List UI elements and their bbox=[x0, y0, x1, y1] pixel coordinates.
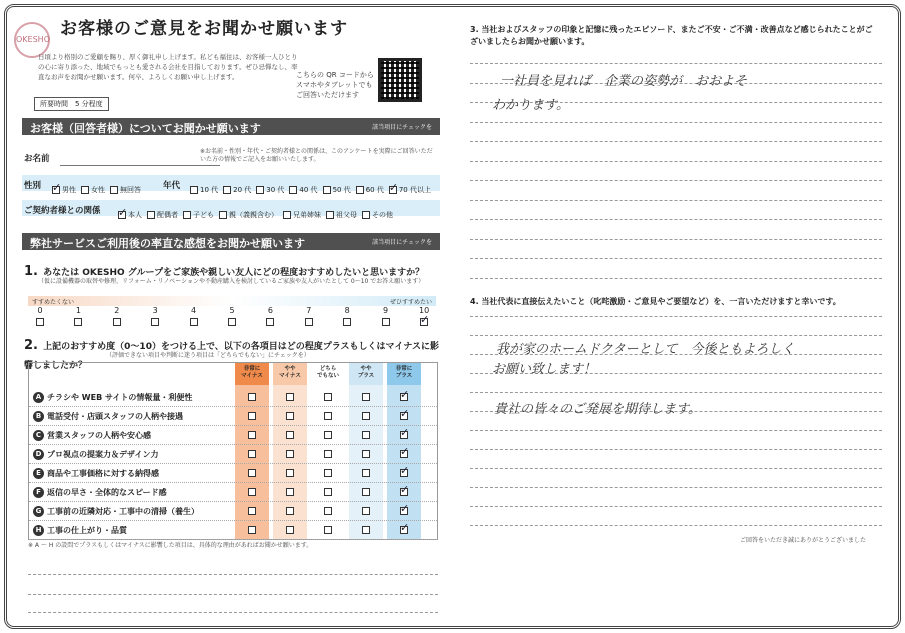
age-checkbox[interactable] bbox=[389, 186, 397, 194]
q3-answer-line1[interactable]: 一社員を見れば 企業の姿勢が おおよそ bbox=[500, 74, 748, 89]
age-checkbox[interactable] bbox=[256, 186, 264, 194]
relation-checkbox[interactable] bbox=[362, 211, 370, 219]
q1-score-checkbox[interactable] bbox=[343, 318, 351, 326]
gender-option-label: 無回答 bbox=[120, 186, 141, 194]
customer-section-header bbox=[22, 118, 440, 135]
q2-rating-checkbox[interactable] bbox=[362, 488, 370, 496]
q2-rating-checkbox[interactable] bbox=[248, 450, 256, 458]
q1-low-label: すすめたくない bbox=[32, 299, 75, 306]
q1-score-label: 4 bbox=[191, 306, 197, 315]
gender-option[interactable] bbox=[81, 185, 105, 195]
age-checkbox[interactable] bbox=[356, 186, 364, 194]
qr-caption: こちらの QR コードからスマホやタブレットでもご回答いただけます bbox=[296, 71, 374, 99]
q2-rating-checkbox[interactable] bbox=[248, 526, 256, 534]
q2-row-letter-icon: G bbox=[33, 506, 44, 517]
q2-rating-checkbox[interactable] bbox=[324, 526, 332, 534]
gender-label: 性別 bbox=[24, 181, 42, 191]
q2-footnote: ※ A 〜 H の設問でプラスもしくはマイナスに影響した項目は、具体的な理由があればお聞かせ願います。 bbox=[28, 542, 313, 549]
relation-option[interactable] bbox=[362, 210, 393, 220]
q2-row-label: 返信の早さ・全体的なスピード感 bbox=[47, 488, 167, 497]
q2-rating-checkbox[interactable] bbox=[248, 412, 256, 420]
q2-row-label: 商品や工事価格に対する納得感 bbox=[47, 469, 159, 478]
age-option-label: 10 代 bbox=[200, 186, 219, 194]
q2-rating-checkbox[interactable] bbox=[400, 526, 408, 534]
answer-line[interactable] bbox=[470, 525, 882, 526]
q3-heading bbox=[470, 24, 880, 48]
q2-rating-checkbox[interactable] bbox=[248, 507, 256, 515]
q2-row-letter-icon: A bbox=[33, 392, 44, 403]
q2-rating-checkbox[interactable] bbox=[362, 507, 370, 515]
q2-number: 2. bbox=[24, 338, 38, 353]
time-required-badge: 所要時間 5 分程度 bbox=[34, 97, 109, 111]
q2-column-header: やや マイナス bbox=[273, 363, 307, 385]
relation-option-label: 親（義親含む） bbox=[229, 211, 278, 219]
q1-score-checkbox[interactable] bbox=[74, 318, 82, 326]
gender-options bbox=[52, 179, 146, 198]
intro-text: 日頃より格別のご愛顧を賜り、厚く御礼申し上げます。私ども福住は、お客様一人ひとりの心に寄り添った、地域でもっとも愛される会社を目指しております。ぜひ忌憚なし、率直なお声をお聞かせ願います。何卒、よろしくお願い申し上げます。 bbox=[38, 53, 298, 81]
answer-line[interactable] bbox=[470, 63, 882, 64]
relation-option-label: 兄弟姉妹 bbox=[293, 211, 321, 219]
reason-line[interactable] bbox=[28, 594, 438, 595]
q2-rating-checkbox[interactable] bbox=[248, 469, 256, 477]
q4-text: 当社代表に直接伝えたいこと（叱咤激励・ご意見やご要望など）を、一言いただけますと幸いです。 bbox=[481, 297, 841, 306]
age-option-label: 30 代 bbox=[266, 186, 285, 194]
q1-score-label: 0 bbox=[37, 306, 43, 315]
q1-score-label: 9 bbox=[383, 306, 389, 315]
q2-column-header: 非常に プラス bbox=[387, 363, 421, 385]
q1-high-label: ぜひすすめたい bbox=[389, 299, 432, 306]
answer-line[interactable] bbox=[470, 200, 882, 201]
q2-row bbox=[29, 445, 437, 464]
service-section-header bbox=[22, 233, 440, 250]
q2-column-header: やや プラス bbox=[349, 363, 383, 385]
name-label: お名前 bbox=[24, 154, 50, 164]
age-checkbox[interactable] bbox=[223, 186, 231, 194]
q2-row bbox=[29, 521, 437, 540]
answer-line[interactable] bbox=[470, 239, 882, 240]
q3-answer-line2[interactable]: わかります。 bbox=[492, 98, 569, 113]
relation-option-label: 配偶者 bbox=[157, 211, 178, 219]
answer-line[interactable] bbox=[470, 258, 882, 259]
age-label: 年代 bbox=[163, 181, 181, 191]
relation-options bbox=[118, 204, 398, 223]
gender-option-label: 女性 bbox=[91, 186, 105, 194]
q2-row bbox=[29, 426, 437, 445]
answer-line[interactable] bbox=[470, 180, 882, 181]
q1-score-checkbox[interactable] bbox=[151, 318, 159, 326]
q2-rating-checkbox[interactable] bbox=[286, 412, 294, 420]
q2-row bbox=[29, 483, 437, 502]
q2-rating-checkbox[interactable] bbox=[362, 431, 370, 439]
age-checkbox[interactable] bbox=[190, 186, 198, 194]
age-option-label: 20 代 bbox=[233, 186, 252, 194]
q1-score-checkbox[interactable] bbox=[266, 318, 274, 326]
q2-row-label: チラシや WEB サイトの情報量・利便性 bbox=[47, 393, 193, 402]
gender-checkbox[interactable] bbox=[52, 186, 60, 194]
q2-note: （評価できない項目や判断に迷う項目は「どちらでもない」にチェックを） bbox=[106, 352, 310, 359]
q4-heading bbox=[470, 296, 880, 308]
relation-checkbox[interactable] bbox=[283, 211, 291, 219]
answer-line[interactable] bbox=[470, 487, 882, 488]
q1-score-checkbox[interactable] bbox=[36, 318, 44, 326]
q2-row-letter-icon: H bbox=[33, 525, 44, 536]
q2-rating-checkbox[interactable] bbox=[286, 488, 294, 496]
answer-line[interactable] bbox=[470, 449, 882, 450]
q2-row bbox=[29, 464, 437, 483]
relation-checkbox[interactable] bbox=[183, 211, 191, 219]
q1-score-checkbox[interactable] bbox=[113, 318, 121, 326]
q2-row-letter-icon: E bbox=[33, 468, 44, 479]
answer-line[interactable] bbox=[470, 278, 882, 279]
age-option[interactable] bbox=[256, 185, 284, 195]
age-options bbox=[190, 179, 436, 198]
q2-row-letter-icon: C bbox=[33, 430, 44, 441]
q4-answer-line3[interactable]: 貴社の皆々のご発展を期待します。 bbox=[494, 402, 701, 417]
age-option[interactable] bbox=[389, 185, 431, 195]
q2-rating-checkbox[interactable] bbox=[362, 469, 370, 477]
q2-text: 上記のおすすめ度（0〜10）をつける上で、以下の各項目はどの程度プラスもしくはマイナスに影響しましたか？ bbox=[24, 342, 439, 371]
q1-note: （仮に設備機器の取替や修理、リフォーム・リノベーションや不動産購入を検討しているご家族や友人がいたとして 0〜10 でお答え願います） bbox=[38, 278, 425, 285]
q2-rating-checkbox[interactable] bbox=[286, 393, 294, 401]
q1-score-label: 8 bbox=[344, 306, 350, 315]
page-title: お客様のご意見をお聞かせ願います bbox=[60, 19, 348, 39]
relation-option[interactable] bbox=[219, 210, 278, 220]
q2-rating-checkbox[interactable] bbox=[400, 412, 408, 420]
q2-matrix bbox=[28, 362, 438, 540]
answer-line[interactable] bbox=[470, 392, 882, 393]
age-option-label: 60 代 bbox=[365, 186, 384, 194]
q2-rating-checkbox[interactable] bbox=[324, 393, 332, 401]
q2-row-label: プロ視点の提案力＆デザイン力 bbox=[47, 450, 159, 459]
q2-rating-checkbox[interactable] bbox=[286, 450, 294, 458]
q2-row-letter-icon: F bbox=[33, 487, 44, 498]
q1-number: 1. bbox=[24, 264, 38, 279]
q1-score-checkbox[interactable] bbox=[190, 318, 198, 326]
q1-score-label: 2 bbox=[114, 306, 120, 315]
thanks-text: ご回答をいただき誠にありがとうございました bbox=[740, 537, 867, 544]
q2-row bbox=[29, 407, 437, 426]
q2-rating-checkbox[interactable] bbox=[248, 431, 256, 439]
answer-line[interactable] bbox=[470, 141, 882, 142]
relation-checkbox[interactable] bbox=[118, 211, 126, 219]
q2-rating-checkbox[interactable] bbox=[286, 469, 294, 477]
q4-answer-line2[interactable]: お願い致します！ bbox=[492, 362, 597, 377]
q2-rating-checkbox[interactable] bbox=[324, 469, 332, 477]
q1-score-label: 1 bbox=[75, 306, 81, 315]
q2-rating-checkbox[interactable] bbox=[400, 393, 408, 401]
q2-rating-checkbox[interactable] bbox=[400, 450, 408, 458]
q2-row-label: 工事前の近隣対応・工事中の清掃（養生） bbox=[47, 507, 199, 516]
answer-line[interactable] bbox=[470, 219, 882, 220]
answer-line[interactable] bbox=[470, 335, 882, 336]
q4-answer-line1[interactable]: 我が家のホームドクターとして 今後ともよろしく bbox=[496, 342, 795, 357]
relation-label: ご契約者様との関係 bbox=[24, 206, 101, 216]
q3-number: 3. bbox=[470, 25, 479, 34]
age-checkbox[interactable] bbox=[323, 186, 331, 194]
gender-option[interactable] bbox=[110, 185, 141, 195]
age-option[interactable] bbox=[223, 185, 251, 195]
q2-rating-checkbox[interactable] bbox=[324, 450, 332, 458]
q2-rating-checkbox[interactable] bbox=[362, 526, 370, 534]
q2-rating-checkbox[interactable] bbox=[286, 526, 294, 534]
q2-row-label: 工事の仕上がり・品質 bbox=[47, 526, 127, 535]
gender-option-label: 男性 bbox=[62, 186, 76, 194]
relation-option[interactable] bbox=[118, 210, 142, 220]
q2-rating-checkbox[interactable] bbox=[400, 507, 408, 515]
q1-score-label: 7 bbox=[306, 306, 312, 315]
relation-option[interactable] bbox=[326, 210, 357, 220]
q2-row bbox=[29, 502, 437, 521]
q1-score-label: 5 bbox=[229, 306, 235, 315]
q1-text: あなたは OKESHO グループをご家族や親しい友人にどの程度おすすめしたいと思いますか？ bbox=[43, 268, 425, 278]
relation-option[interactable] bbox=[147, 210, 178, 220]
name-note: ※お名前・性別・年代・ご契約者様との関係は、このアンケートを実際にご回答いただいた方の情報でご記入をお願いいたします。 bbox=[200, 148, 433, 163]
q2-row-label: 営業スタッフの人柄や安心感 bbox=[47, 431, 151, 440]
answer-line[interactable] bbox=[470, 122, 882, 123]
q2-rating-checkbox[interactable] bbox=[248, 488, 256, 496]
q1-score-checkbox[interactable] bbox=[420, 318, 428, 326]
qr-code-icon[interactable] bbox=[378, 58, 422, 102]
q2-row-letter-icon: D bbox=[33, 449, 44, 460]
q2-rating-checkbox[interactable] bbox=[400, 469, 408, 477]
age-option[interactable] bbox=[190, 185, 218, 195]
q1-scale-bar bbox=[28, 296, 436, 306]
age-option[interactable] bbox=[323, 185, 351, 195]
answer-line[interactable] bbox=[470, 316, 882, 317]
relation-option-label: その他 bbox=[372, 211, 393, 219]
q1-heading bbox=[24, 260, 444, 279]
q2-rating-checkbox[interactable] bbox=[286, 431, 294, 439]
q2-rating-checkbox[interactable] bbox=[324, 507, 332, 515]
age-checkbox[interactable] bbox=[289, 186, 297, 194]
q2-rating-checkbox[interactable] bbox=[324, 488, 332, 496]
answer-line[interactable] bbox=[470, 506, 882, 507]
q2-rating-checkbox[interactable] bbox=[362, 393, 370, 401]
customer-section-title: お客様（回答者様）についてお聞かせ願います bbox=[30, 122, 261, 135]
q2-row bbox=[29, 388, 437, 407]
answer-line[interactable] bbox=[470, 468, 882, 469]
q1-score-checkbox[interactable] bbox=[382, 318, 390, 326]
age-option-label: 40 代 bbox=[299, 186, 318, 194]
relation-option-label: 本人 bbox=[128, 211, 142, 219]
q2-rating-checkbox[interactable] bbox=[324, 412, 332, 420]
age-option[interactable] bbox=[356, 185, 384, 195]
gender-checkbox[interactable] bbox=[81, 186, 89, 194]
age-option[interactable] bbox=[289, 185, 317, 195]
q2-rating-checkbox[interactable] bbox=[286, 507, 294, 515]
q1-score-checkbox[interactable] bbox=[305, 318, 313, 326]
reason-line[interactable] bbox=[28, 612, 438, 613]
q2-column-header: 非常に マイナス bbox=[235, 363, 269, 385]
q1-score-options bbox=[28, 306, 436, 330]
q2-column-header: どちら でもない bbox=[311, 363, 345, 385]
relation-option-label: 祖父母 bbox=[336, 211, 357, 219]
relation-checkbox[interactable] bbox=[326, 211, 334, 219]
q2-rating-checkbox[interactable] bbox=[362, 412, 370, 420]
relation-checkbox[interactable] bbox=[219, 211, 227, 219]
q2-rating-checkbox[interactable] bbox=[248, 393, 256, 401]
q1-score-checkbox[interactable] bbox=[228, 318, 236, 326]
service-section-title: 弊社サービスご利用後の率直な感想をお聞かせ願います bbox=[30, 237, 305, 250]
q4-number: 4. bbox=[470, 297, 479, 306]
q1-score-label: 3 bbox=[152, 306, 158, 315]
reason-line[interactable] bbox=[28, 574, 438, 575]
q2-rating-checkbox[interactable] bbox=[324, 431, 332, 439]
customer-section-hint: 該当項目にチェックを bbox=[372, 124, 432, 131]
company-stamp: OKESHO bbox=[14, 22, 50, 58]
q2-rating-checkbox[interactable] bbox=[362, 450, 370, 458]
gender-checkbox[interactable] bbox=[110, 186, 118, 194]
q2-rating-checkbox[interactable] bbox=[400, 431, 408, 439]
service-section-hint: 該当項目にチェックを bbox=[372, 239, 432, 246]
q1-score-label: 6 bbox=[267, 306, 273, 315]
age-option-label: 50 代 bbox=[332, 186, 351, 194]
q2-row-label: 電話受付・店頭スタッフの人柄や接遇 bbox=[47, 412, 183, 421]
relation-option[interactable] bbox=[183, 210, 214, 220]
relation-checkbox[interactable] bbox=[147, 211, 155, 219]
answer-line[interactable] bbox=[470, 161, 882, 162]
relation-option[interactable] bbox=[283, 210, 321, 220]
answer-line[interactable] bbox=[470, 430, 882, 431]
q3-text: 当社およびスタッフの印象と記憶に残ったエピソード、またご不安・ご不満・改善点など感じられたことがございましたらお聞かせ願います。 bbox=[470, 25, 873, 46]
gender-option[interactable] bbox=[52, 185, 76, 195]
q2-row-letter-icon: B bbox=[33, 411, 44, 422]
q2-rating-checkbox[interactable] bbox=[400, 488, 408, 496]
relation-option-label: 子ども bbox=[193, 211, 214, 219]
q1-score-label: 10 bbox=[419, 306, 430, 315]
age-option-label: 70 代以上 bbox=[398, 186, 431, 194]
name-field[interactable] bbox=[60, 165, 220, 166]
